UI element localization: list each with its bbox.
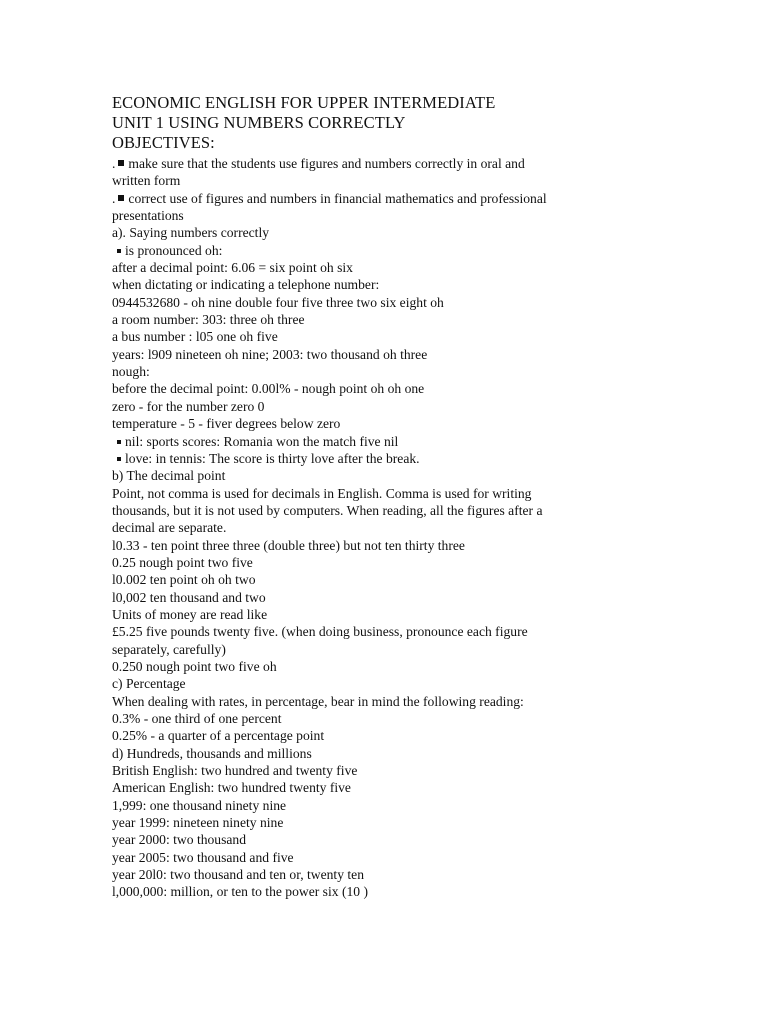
- text-line: [112, 883, 732, 900]
- objective-lead: .: [112, 156, 116, 171]
- text-line: [112, 623, 732, 640]
- text-line: [112, 398, 732, 415]
- line-text: 0944532680 - oh nine double four five three two six eight oh: [112, 294, 444, 310]
- line-text: year 2005: two thousand and five: [112, 849, 294, 865]
- document-body: [112, 155, 732, 901]
- text-line: [112, 276, 732, 293]
- text-line: [112, 519, 732, 536]
- line-text: When dealing with rates, in percentage, bear in mind the following reading:: [112, 693, 524, 709]
- line-text: Point, not comma is used for decimals in English. Comma is used for writing: [112, 485, 532, 501]
- line-text: d) Hundreds, thousands and millions: [112, 745, 312, 761]
- text-line: [112, 745, 732, 762]
- line-text: zero - for the number zero 0: [112, 398, 265, 414]
- text-line: [112, 328, 732, 345]
- line-text: separately, carefully): [112, 641, 226, 657]
- line-text: American English: two hundred twenty five: [112, 780, 351, 796]
- text-line: [112, 467, 732, 484]
- text-line: [112, 346, 732, 363]
- text-line: [112, 433, 732, 450]
- line-text: nil: sports scores: Romania won the match five nil: [125, 433, 399, 449]
- square-bullet-icon: [118, 195, 124, 201]
- objective-text: correct use of figures and numbers in financial mathematics and professional: [128, 190, 547, 206]
- objective-continuation: written form: [112, 173, 181, 189]
- objectives-list: [112, 155, 732, 224]
- text-line: [112, 831, 732, 848]
- objective-lead: .: [112, 190, 116, 206]
- text-line: [112, 762, 732, 779]
- objective-text: make sure that the students use figures and numbers correctly in oral and: [128, 156, 525, 171]
- line-text: love: in tennis: The score is thirty love after the break.: [125, 450, 420, 466]
- text-line: [112, 849, 732, 866]
- line-text: when dictating or indicating a telephone number:: [112, 277, 380, 293]
- heading-block: [112, 93, 732, 153]
- text-line: [112, 571, 732, 588]
- line-text: Units of money are read like: [112, 606, 268, 622]
- line-text: British English: two hundred and twenty five: [112, 763, 358, 779]
- document-page: [112, 93, 732, 901]
- text-line: [112, 259, 732, 276]
- text-line: [112, 380, 732, 397]
- text-line: [112, 450, 732, 467]
- text-line: [112, 242, 732, 259]
- line-text: years: l909 nineteen oh nine; 2003: two thousand oh three: [112, 346, 428, 362]
- line-text: £5.25 five pounds twenty five. (when doing business, pronounce each figure: [112, 624, 528, 640]
- line-text: year 2000: two thousand: [112, 832, 247, 848]
- line-text: year 1999: nineteen ninety nine: [112, 815, 284, 831]
- text-line: [112, 363, 732, 380]
- objectives-heading: OBJECTIVES:: [112, 133, 215, 152]
- line-text: after a decimal point: 6.06 = six point oh six: [112, 260, 353, 276]
- line-text: 0.25 nough point two five: [112, 554, 253, 570]
- document-title: ECONOMIC ENGLISH FOR UPPER INTERMEDIATE: [112, 93, 496, 112]
- line-text: decimal are separate.: [112, 520, 227, 536]
- text-line: [112, 485, 732, 502]
- text-line: [112, 693, 732, 710]
- objective-line: [112, 155, 732, 172]
- square-bullet-icon: [118, 160, 124, 166]
- square-bullet-icon: [117, 249, 121, 253]
- text-line: [112, 658, 732, 675]
- unit-title: UNIT 1 USING NUMBERS CORRECTLY: [112, 113, 406, 132]
- line-text: l0.33 - ten point three three (double three) but not ten thirty three: [112, 537, 465, 553]
- text-line: [112, 606, 732, 623]
- text-line: [112, 727, 732, 744]
- text-line: [112, 502, 732, 519]
- text-line: [112, 415, 732, 432]
- square-bullet-icon: [117, 457, 121, 461]
- text-line: [112, 224, 732, 241]
- line-text: a). Saying numbers correctly: [112, 225, 270, 241]
- line-text: a bus number : l05 one oh five: [112, 329, 278, 345]
- text-line: [112, 589, 732, 606]
- text-line: [112, 814, 732, 831]
- text-line: [112, 554, 732, 571]
- line-text: is pronounced oh:: [125, 242, 223, 258]
- text-line: [112, 779, 732, 796]
- line-text: thousands, but it is not used by computers. When reading, all the figures after a: [112, 502, 543, 518]
- square-bullet-icon: [117, 440, 121, 444]
- line-text: temperature - 5 - fiver degrees below zero: [112, 416, 341, 432]
- content-lines: [112, 224, 732, 900]
- line-text: 0.250 nough point two five oh: [112, 658, 277, 674]
- line-text: l,000,000: million, or ten to the power six (10 ): [112, 884, 368, 900]
- text-line: [112, 675, 732, 692]
- text-line: [112, 641, 732, 658]
- line-text: 0.25% - a quarter of a percentage point: [112, 728, 325, 744]
- objective-continuation: presentations: [112, 208, 184, 224]
- text-line: [112, 797, 732, 814]
- text-line: [112, 537, 732, 554]
- line-text: before the decimal point: 0.00l% - nough point oh oh one: [112, 381, 425, 397]
- line-text: b) The decimal point: [112, 468, 226, 484]
- line-text: 1,999: one thousand ninety nine: [112, 797, 287, 813]
- text-line: [112, 311, 732, 328]
- line-text: year 20l0: two thousand and ten or, twenty ten: [112, 867, 365, 883]
- text-line: [112, 710, 732, 727]
- objective-line: [112, 190, 732, 207]
- text-line: [112, 294, 732, 311]
- text-line: [112, 866, 732, 883]
- line-text: a room number: 303: three oh three: [112, 312, 305, 328]
- line-text: l0.002 ten point oh oh two: [112, 572, 256, 588]
- line-text: 0.3% - one third of one percent: [112, 711, 282, 726]
- line-text: l0,002 ten thousand and two: [112, 589, 266, 605]
- line-text: c) Percentage: [112, 676, 186, 692]
- line-text: nough:: [112, 364, 150, 380]
